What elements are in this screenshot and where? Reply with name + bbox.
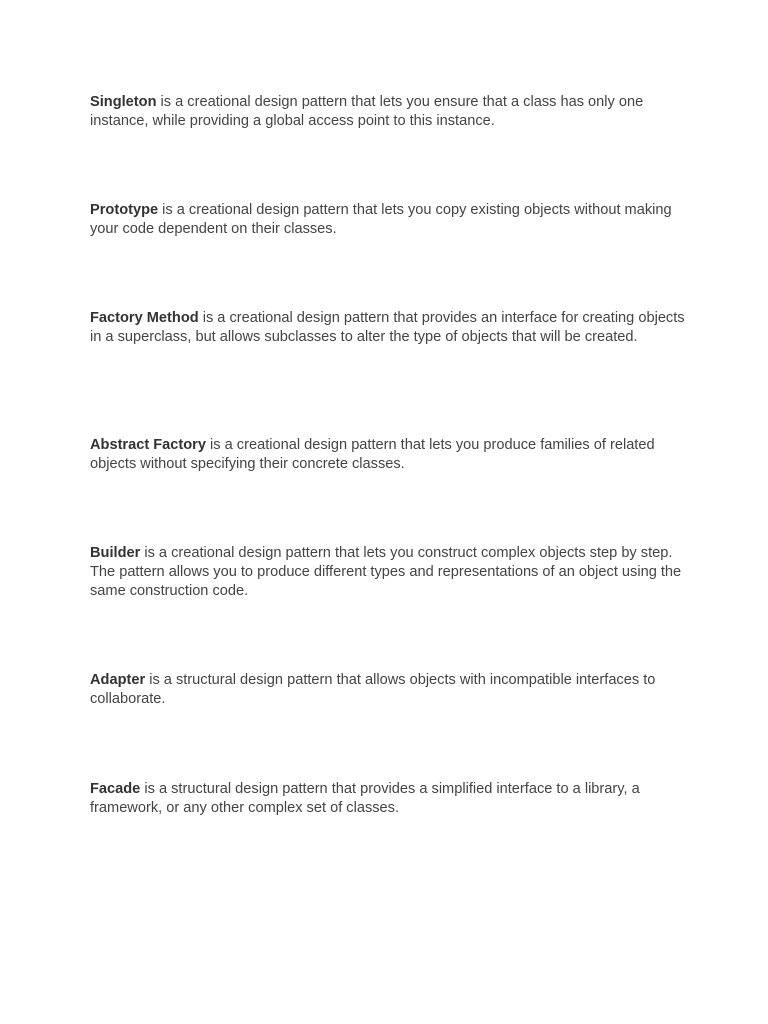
pattern-entry-abstract-factory: [90, 436, 686, 474]
pattern-term: Facade: [90, 781, 141, 797]
pattern-definition: is a creational design pattern that lets you ensure that a class has only one instance, while providing a global access point to this instance.: [90, 94, 644, 130]
pattern-entry-factory-method: [90, 309, 686, 347]
pattern-entry-adapter: [90, 671, 686, 709]
pattern-entry-singleton: [90, 93, 686, 131]
pattern-term: Factory Method: [90, 310, 199, 326]
pattern-term: Prototype: [90, 202, 159, 218]
pattern-term: Singleton: [90, 94, 157, 110]
pattern-entry-builder: [90, 544, 686, 602]
pattern-term: Adapter: [90, 672, 146, 688]
pattern-definition: is a structural design pattern that allows objects with incompatible interfaces to collaborate.: [90, 672, 656, 708]
pattern-definition: is a structural design pattern that provides a simplified interface to a library, a framework, or any other complex set of classes.: [90, 781, 640, 817]
pattern-definition: is a creational design pattern that lets you copy existing objects without making your code dependent on their classes.: [90, 202, 672, 238]
pattern-definition: is a creational design pattern that lets you construct complex objects step by step. The pattern allows you to produce different types and representations of an object using the same construction code.: [90, 545, 682, 600]
pattern-entry-prototype: [90, 201, 686, 239]
pattern-term: Builder: [90, 545, 141, 561]
pattern-definition: is a creational design pattern that lets you produce families of related objects without specifying their concrete classes.: [90, 437, 655, 473]
pattern-definition: is a creational design pattern that provides an interface for creating objects in a superclass, but allows subclasses to alter the type of objects that will be created.: [90, 310, 685, 346]
pattern-entry-facade: [90, 780, 686, 818]
pattern-term: Abstract Factory: [90, 437, 206, 453]
